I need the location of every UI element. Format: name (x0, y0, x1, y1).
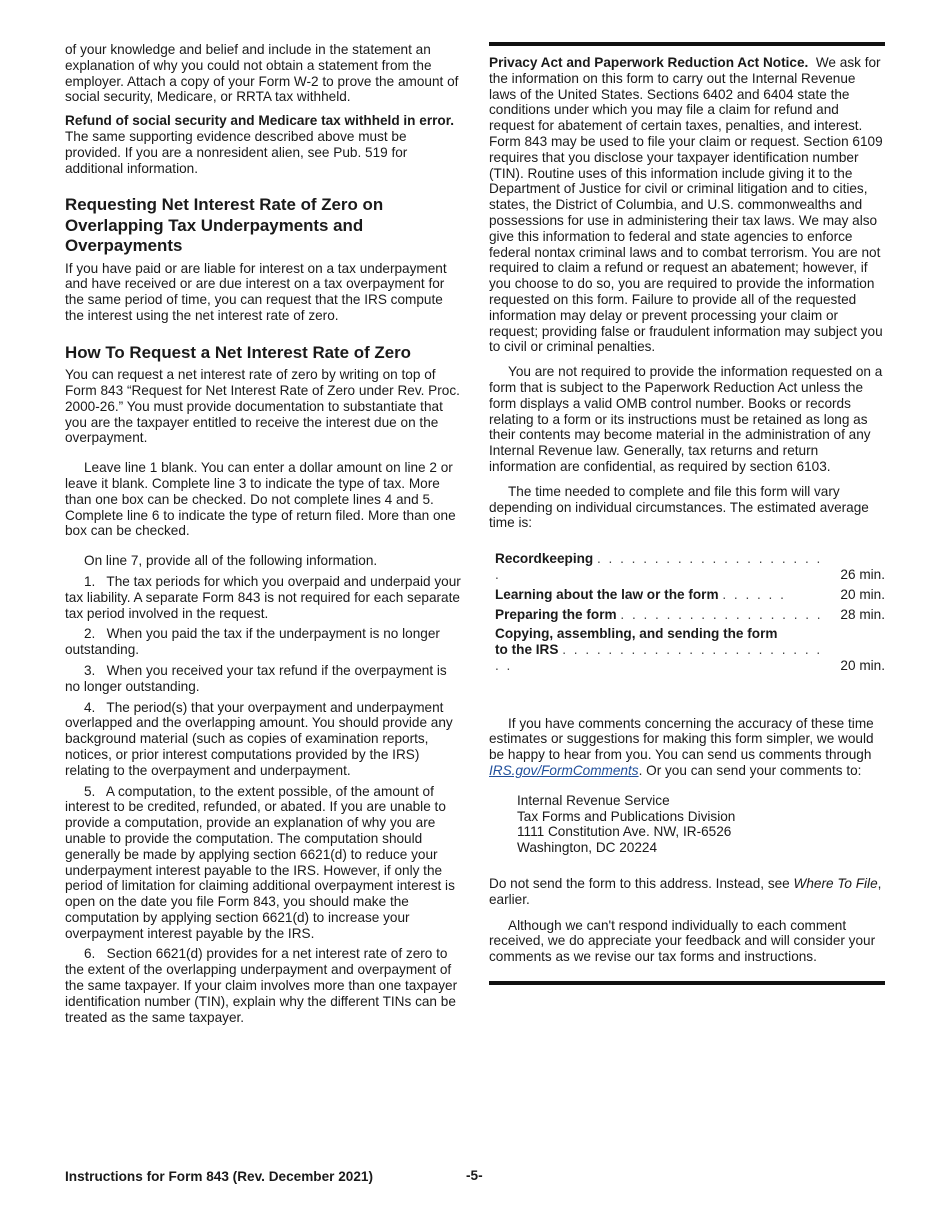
leader-dots: . . . . . . . . . . . . . . . . . . . . . (495, 551, 823, 582)
refund-text: The same supporting evidence described above must be provided. If you are a nonresident alien, see Pub. 519 for additional information. (65, 128, 408, 176)
time-label-line1: Copying, assembling, and sending the form (495, 626, 778, 642)
where-to-file-reference: Where To File (793, 876, 878, 892)
comments-paragraph (489, 716, 885, 779)
refund-heading: Refund of social security and Medicare tax withheld in error. (65, 113, 455, 129)
table-row (489, 626, 885, 677)
list-item: 4. The period(s) that your overpayment and underpayment overlapped and the overlapping amount. You should provide any background material (such as copies of examination reports, notices, or prior interest computations provided by the IRS) relating to the overpayment and underpayment. (65, 699, 453, 778)
refund-paragraph (65, 113, 463, 176)
intro-paragraph: of your knowledge and belief and include in the statement an explanation of why you could not obtain a statement from the employer. Attach a copy of your Form W-2 to prove the amount of social security, Medicare, or RRTA tax withheld. (65, 42, 459, 105)
right-column (489, 42, 885, 985)
list-item: 1. The tax periods for which you overpaid and underpaid your tax liability. A separate Form 843 is not required for each separate tax period involved in the request. (65, 573, 461, 621)
time-estimates-table (489, 551, 885, 678)
list-item: 6. Section 6621(d) provides for a net interest rate of zero to the extent of the overlapping underpayment and overpayment of the same taxpayer. If your claim involves more than one taxpayer identification number (TIN), explain why the different TINs can be treated as the same taxpayer. (65, 946, 458, 1025)
do-not-send-paragraph (489, 876, 885, 908)
do-not-send-end: , earlier. (489, 876, 882, 907)
form-comments-link[interactable]: IRS.gov/FormComments (489, 763, 639, 779)
privacy-text: We ask for the information on this form to carry out the Internal Revenue laws of the United States. Sections 6402 and 6404 state the conditions under which you may file a claim for refund and request for abatement of certain taxes, penalties, and interest. Form 843 may be used to file your claim or request. Section 6109 requires that you disclose your taxpayer identification number (TIN). Routine uses of this information include giving it to the Department of Justice for civil or criminal litigation and to cities, states, the District of Columbia, and U.S. commonwealths and possessions for use in administering their tax laws. We may also give this information to federal and state agencies to enforce federal nontax criminal laws and to combat terrorism. You are not required to claim a refund or request an abatement; however, if you choose to do so, you are required to provide the information requested on this form. Failure to provide all of the requested information may delay or prevent processing your claim or request; providing false or fraudulent information may subject you to civil or criminal penalties. (489, 55, 883, 355)
time-value: 20 min. (840, 586, 885, 602)
line7-paragraph: On line 7, provide all of the following information. (84, 553, 378, 569)
table-row (489, 551, 885, 587)
list-item: 5. A computation, to the extent possible, of the amount of interest to be credited, refunded, or abated. If you are unable to provide a computation, provide an explanation of why you are unable to provide the computation. The computation should generally be made by applying section 6621(d) to reduce your underpayment interest payable to the IRS. However, if only the period of limitation for claiming additional overpayment interest is open on the date you file Form 843, you should make the computation by applying section 6621(d) to increase your overpayment interest payable by the IRS. (65, 783, 455, 941)
footer-title: Instructions for Form 843 (Rev. December 2021) (65, 1169, 373, 1184)
how-to-request-heading: How To Request a Net Interest Rate of Zero (65, 342, 411, 362)
leader-dots: . . . . . . . . . . . . . . . . . . (620, 606, 823, 622)
privacy-paragraph (489, 55, 885, 355)
time-label: Recordkeeping (495, 551, 594, 567)
table-row (489, 607, 885, 627)
time-label: Preparing the form (495, 606, 617, 622)
comments-text: If you have comments concerning the accuracy of these time estimates or suggestions for making this form simpler, we would be happy to hear from you. You can send us comments through (489, 715, 874, 763)
address-line: Washington, DC 20224 (517, 840, 658, 856)
time-label: Learning about the law or the form (495, 586, 719, 602)
list-item: 2. When you paid the tax if the underpayment is no longer outstanding. (65, 626, 440, 658)
time-label: to the IRS (495, 642, 559, 658)
how-to-request-paragraph: You can request a net interest rate of zero by writing on top of Form 843 “Request for Net Interest Rate of Zero under Rev. Proc. 2000-26.” You must provide documentation to substantiate that you are the taxpayer entitled to receive the interest due on the overpayment. (65, 367, 460, 446)
table-row (489, 587, 885, 607)
time-paragraph: The time needed to complete and file this form will vary depending on individual circumstances. The estimated average time is: (489, 483, 869, 531)
net-interest-paragraph: If you have paid or are liable for interest on a tax underpayment and have received or are due interest on a tax overpayment for the same period of time, you can request that the IRS compute the interest using the net interest rate of zero. (65, 260, 447, 323)
address-line: Tax Forms and Publications Division (517, 808, 736, 824)
mailing-address (517, 793, 885, 856)
leader-dots: . . . . . . . . . . . . . . . . . . . . . . . . . (495, 642, 823, 673)
time-value: 26 min. (840, 566, 885, 582)
privacy-heading: Privacy Act and Paperwork Reduction Act Notice. (489, 55, 809, 70)
page-number: -5- (466, 1168, 483, 1183)
address-line: Internal Revenue Service (517, 792, 670, 808)
left-column (65, 42, 463, 1025)
do-not-send-text: Do not send the form to this address. Instead, see (489, 876, 794, 892)
line1-paragraph: Leave line 1 blank. You can enter a dollar amount on line 2 or leave it blank. Complete line 3 to indicate the type of tax. More than one box can be checked. Do not complete lines 4 and 5. Complete line 6 to indicate the type of return filed. More than one box can be checked. (65, 460, 456, 539)
omb-paragraph: You are not required to provide the information requested on a form that is subject to the Paperwork Reduction Act unless the form displays a valid OMB control number. Books or records relating to a form or its instructions must be retained as long as their contents may become material in the administration of any Internal Revenue law. Generally, tax returns and return information are confidential, as required by section 6103. (489, 364, 883, 474)
list-item: 3. When you received your tax refund if the overpayment is no longer outstanding. (65, 662, 447, 694)
comments-text-end: . Or you can send your comments to: (638, 763, 862, 779)
feedback-paragraph: Although we can't respond individually to each comment received, we do appreciate your feedback and will consider your comments as we revise our tax forms and instructions. (489, 917, 876, 965)
time-value: 28 min. (840, 606, 885, 622)
address-line: 1111 Constitution Ave. NW, IR-6526 (517, 824, 732, 840)
section-divider (489, 981, 885, 985)
net-interest-heading: Requesting Net Interest Rate of Zero on Overlapping Tax Underpayments and Overpayments (65, 195, 384, 256)
time-value: 20 min. (840, 657, 885, 673)
leader-dots: . . . . . . (722, 586, 786, 602)
